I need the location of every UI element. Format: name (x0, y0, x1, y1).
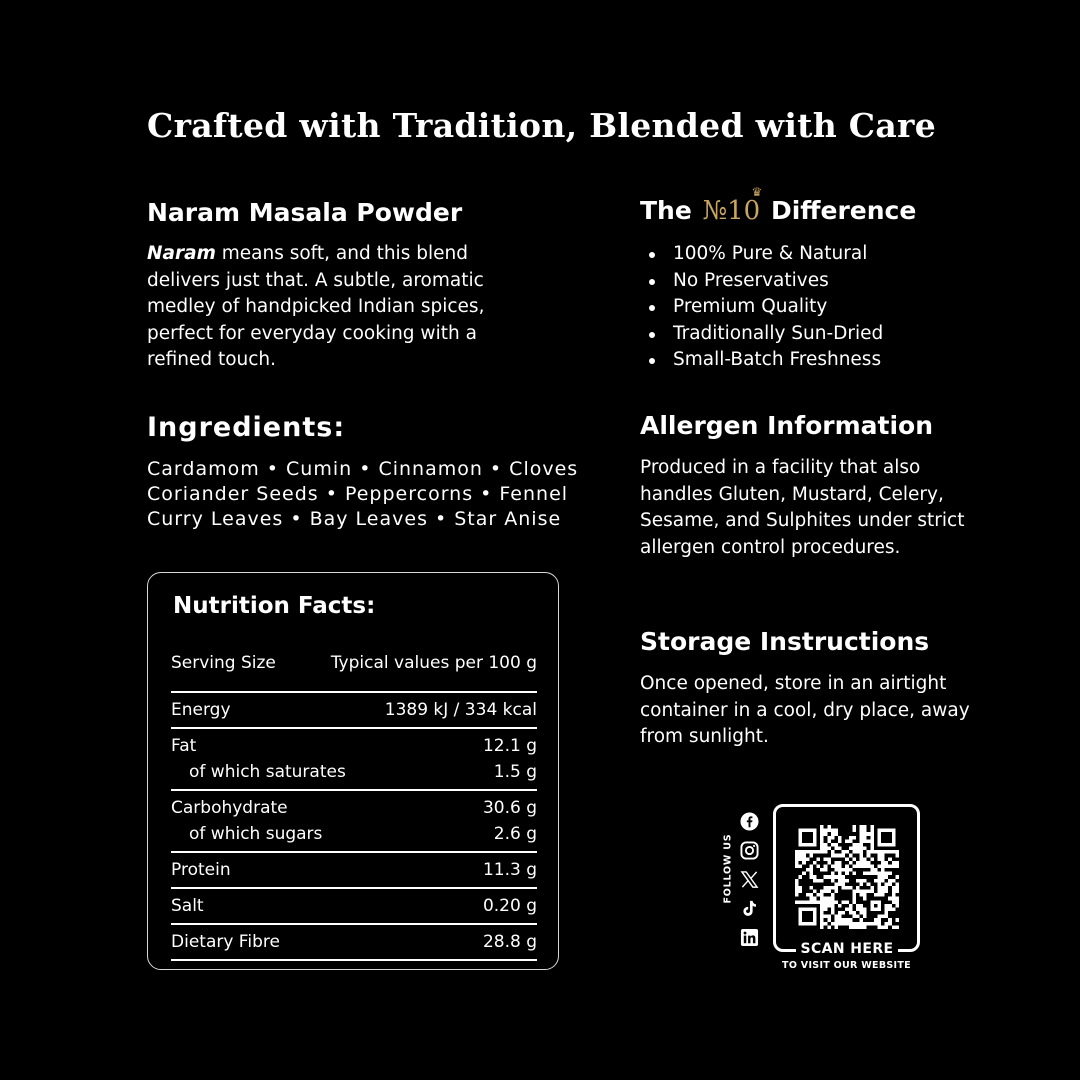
nutrient-label: Energy (171, 700, 231, 720)
difference-heading-pre: The (640, 196, 692, 225)
nutrient-value: 30.6 g (482, 798, 537, 818)
facebook-icon[interactable] (739, 811, 759, 831)
brand-logo-text: №10 (702, 196, 761, 226)
nutrient-label: of which sugars (189, 824, 323, 844)
product-description (147, 241, 527, 374)
scan-here-label: SCAN HERE (796, 941, 898, 957)
difference-item: Small-Batch Freshness (640, 347, 980, 374)
nutrition-row (171, 929, 537, 955)
storage-heading: Storage Instructions (640, 627, 930, 656)
ingredients-line: Curry Leaves • Bay Leaves • Star Anise (147, 508, 562, 530)
tiktok-icon[interactable] (739, 898, 759, 918)
storage-section (640, 627, 970, 751)
product-name-emphasis: Naram (147, 243, 216, 264)
nutrition-row (171, 893, 537, 919)
social-links (736, 811, 762, 956)
serving-value: Typical values per 100 g (330, 653, 537, 673)
qr-frame[interactable] (773, 804, 920, 952)
nutrition-heading: Nutrition Facts: (173, 593, 376, 619)
nutrition-group (171, 853, 537, 889)
nutrient-value: 2.6 g (493, 824, 537, 844)
nutrient-value: 0.20 g (482, 896, 537, 916)
difference-list (640, 241, 980, 374)
nutrient-value: 1.5 g (493, 762, 537, 782)
difference-item: No Preservatives (640, 268, 980, 295)
nutrient-value: 12.1 g (482, 736, 537, 756)
brand-logo (702, 185, 763, 226)
linkedin-icon[interactable] (739, 927, 759, 947)
storage-text: Once opened, store in an airtight container in a cool, dry place, away from sunlight. (640, 673, 970, 747)
nutrient-label: Salt (171, 896, 204, 916)
difference-item: Traditionally Sun-Dried (640, 321, 980, 348)
follow-us-label: FOLLOW US (722, 833, 734, 904)
ingredients-line: Coriander Seeds • Peppercorns • Fennel (147, 483, 569, 505)
ingredients-list (147, 457, 577, 532)
difference-item: Premium Quality (640, 294, 980, 321)
nutrient-value: 1389 kJ / 334 kcal (384, 700, 537, 720)
nutrition-group (171, 925, 537, 961)
nutrition-table (171, 635, 537, 961)
product-section (147, 198, 527, 374)
allergen-text: Produced in a facility that also handles Gluten, Mustard, Celery, Sesame, and Sulphites under strict allergen control procedures. (640, 457, 965, 558)
nutrition-row (171, 759, 537, 785)
product-description-text: means soft, and this blend delivers just that. A subtle, aromatic medley of handpicked Indian spices, perfect for everyday cooking with a refined touch. (147, 243, 485, 370)
nutrient-value: 11.3 g (482, 860, 537, 880)
instagram-icon[interactable] (739, 840, 759, 860)
nutrition-row (171, 857, 537, 883)
ingredients-section (147, 412, 577, 532)
nutrition-row (171, 697, 537, 723)
nutrition-facts-panel (147, 572, 559, 970)
nutrient-label: Dietary Fibre (171, 932, 280, 952)
allergen-section (640, 411, 970, 561)
ingredients-heading: Ingredients: (147, 412, 346, 443)
x-icon[interactable] (739, 869, 759, 889)
product-heading: Naram Masala Powder (147, 198, 463, 227)
nutrient-label: of which saturates (189, 762, 346, 782)
ingredients-line: Cardamom • Cumin • Cinnamon • Cloves (147, 458, 579, 480)
nutrient-label: Protein (171, 860, 231, 880)
crown-icon: ♛ (751, 185, 763, 199)
nutrition-group (171, 729, 537, 791)
difference-heading (640, 185, 980, 226)
difference-heading-post: Difference (770, 196, 917, 225)
nutrition-row (171, 733, 537, 759)
serving-row (171, 635, 537, 693)
nutrition-group (171, 889, 537, 925)
nutrition-row (171, 795, 537, 821)
page-title: Crafted with Tradition, Blended with Care (147, 106, 937, 145)
nutrition-row (171, 821, 537, 847)
nutrient-label: Carbohydrate (171, 798, 288, 818)
allergen-heading: Allergen Information (640, 411, 934, 440)
serving-label: Serving Size (171, 653, 276, 673)
nutrient-value: 28.8 g (482, 932, 537, 952)
qr-code[interactable] (795, 825, 899, 929)
nutrient-label: Fat (171, 736, 197, 756)
nutrition-group (171, 791, 537, 853)
difference-item: 100% Pure & Natural (640, 241, 980, 268)
scan-subtitle: TO VISIT OUR WEBSITE (782, 960, 911, 971)
nutrition-group (171, 693, 537, 729)
difference-section (640, 185, 980, 374)
